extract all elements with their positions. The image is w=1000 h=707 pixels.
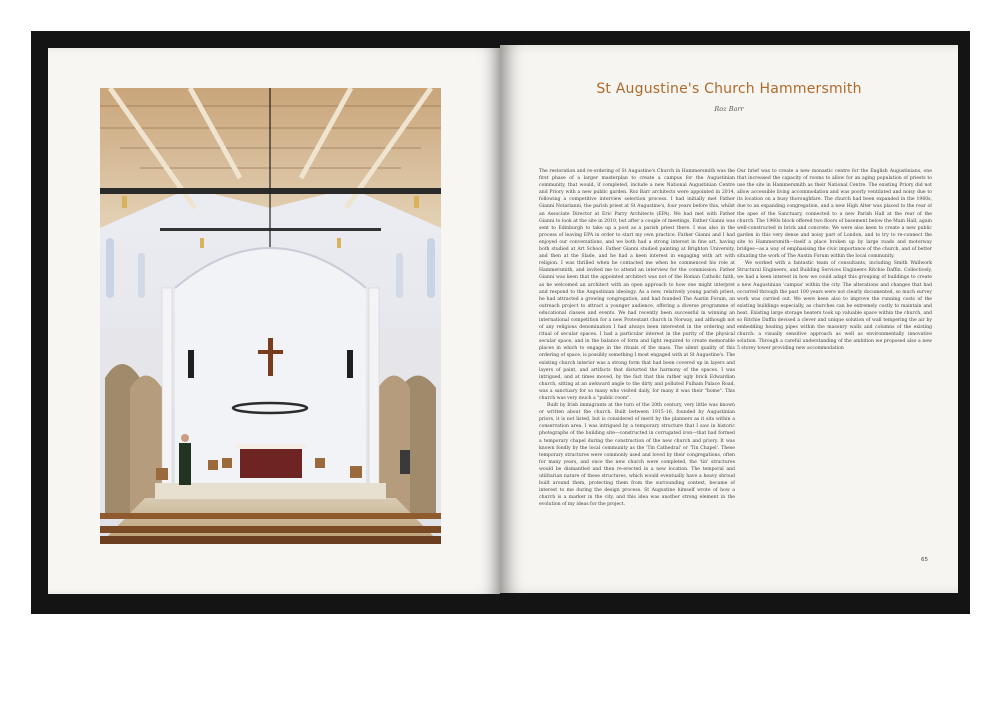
article-author: Roz Barr [714,105,744,113]
paragraph: We worked with a fantastic team of consultants, including Smith Wallwork Structural Engineers, and Building Services Engineers Ritchie Daffin. Collectively, we had a keen interest in how we could adapt this grouping of buildings to create a new Augustinian 'campus' within the city. The alterations and changes that had occurred through the past 100 years were not clearly documented, so much survey work was carried out. We were keen also to improve the running costs of the existing buildings especially, as churches can be extremely costly to maintain and heat. Existing large storage heaters took up valuable space within the church, and so Ritchie Daffin devised a clever and unique solution of wall tempering the air by embedding heating pipes within the masonry walls and columns of the existing church: a visually sensitive approach as well as environmentally innovative solution. Through a careful understanding of the ambition we proposed also a new 5 storey tower providing new accommodation [737,261,932,352]
right-page [500,45,958,593]
page-number: 65 [921,557,928,563]
text-column-left [539,168,735,558]
text-column-right [737,168,932,558]
article-title: St Augustine's Church Hammersmith [596,81,862,97]
paragraph: Our brief was to create a new monastic centre for the English Augustinians, one that increased the capacity of rooms to allow for an aging population of priests to use the site in Hammersmith as their National Centre. The existing Priory did not allow accessible living accommodation and was poorly ventilated and noisy due to its location on a busy thoroughfare. The church had been expanded in the 1960s, due to an expanding congregation, and a new High Alter was placed to the rear of the apse of the Sanctuary, connected to a new Parish Hall at the rear of the church. The 1960s block offered two floors of basement below the Main Hall, again well-constructed in brick and concrete. We were also keen to create a new public garden in this very dense and noisy part of London, and to try to re-connect the site to Hammersmith—itself a place broken up by large roads and motorway bridges—as a way of emphasising the civic importance of the church, and of better situating the work of The Austin Forum within the local community. [737,169,932,260]
church-interior-photo [100,88,441,544]
paragraph: The restoration and re-ordering of St Augustine's Church in Hammersmith was the first phase of a larger masterplan to create a campus for the Augustinian community, that would, if completed, include a new National Augustinian Centre and Priory with a new public garden. Roz Barr architects were appointed in 2014, following a competitive interview selection process. I had initially met Father Gianni Notarianni, the parish priest at St Augustine's, four years before this, whilst an Associate Director at Eric Parry Architects (EPA). We had met with Father Gianni to look at the site in 2010, but after a couple of meetings, Father Gianni was sent to Edinburgh to take up a post as a parish priest there. I was also in the process of leaving EPA in order to start my own practice. Father Gianni and I had enjoyed our conversations, and we both had a strong interest in fine art, having both studied at Art School. Father Gianni studied painting at Brighton University, and then at the Slade, and he had a keen interest in engaging with art with religion. I was thrilled when he contacted me when he commenced his role at Hammersmith, and invited me to attend an interview for the commission. Father Gianni was keen that the appointed architect was not of the Roman Catholic faith, as he welcomed an architect with an open approach to how one might interpret and respond to the Augustinian ideology. As a new, relatively young parish priest, he had attracted a growing congregation, and had founded The Austin Forum, an outreach project to attract a younger audience, offering a diverse programme of educational classes and events. We had recently been successful in winning an international competition for a new Protestant church in Norway, and although not of any religious denomination I had always been interested in the ordering and ritual of secular spaces. I had a particular interest in the purity of the physical secular space, and in the balance of form and light required to create memorable places in which to engage in the rituals of the mass. The silent quality of this ordering of space, is possibly something I most engaged with at St Augustine's. The existing church interior was a strong form that had been covered up in layers and layers of paint, and artifacts that distorted the harmony of the spaces. I was intrigued, and at times moved, by the fact that this rather ugly brick Edwardian church, sitting at an awkward angle to the dirty and polluted Fulham Palace Road, was a sanctuary for so many who visited daily, for many it was their "home". This church was very much a "public room". [539,169,735,401]
paragraph: Built by Irish immigrants at the turn of the 20th century, very little was known or written about the church. Built between 1915–16, founded by Augustinian priors, it is not listed, but is considered of merit by the planners as it sits within a conservation area. I was intrigued by a temporary structure that I saw in historic photographs of the building site—constructed in corrugated iron—that had formed a temporary chapel during the construction of the new church and priory. It was known fondly by the local community as the 'Tin Cathedral' or 'Tin Chapel'. These temporary structures were commonly used and loved by their congregations, often for many years, and once the new church were completed, the 'tin' structures would be dismantled and then re-erected in a new location. The temporal and utilitarian nature of these structures, which would eventually have a heavy shroud built around them, protecting them from the surrounding context, became of interest to me during the design process. St Augustine himself wrote of how a church is a marker in the city, and this idea was another strong element in the evolution of my ideas for the project. [539,403,735,508]
left-page [48,48,500,594]
